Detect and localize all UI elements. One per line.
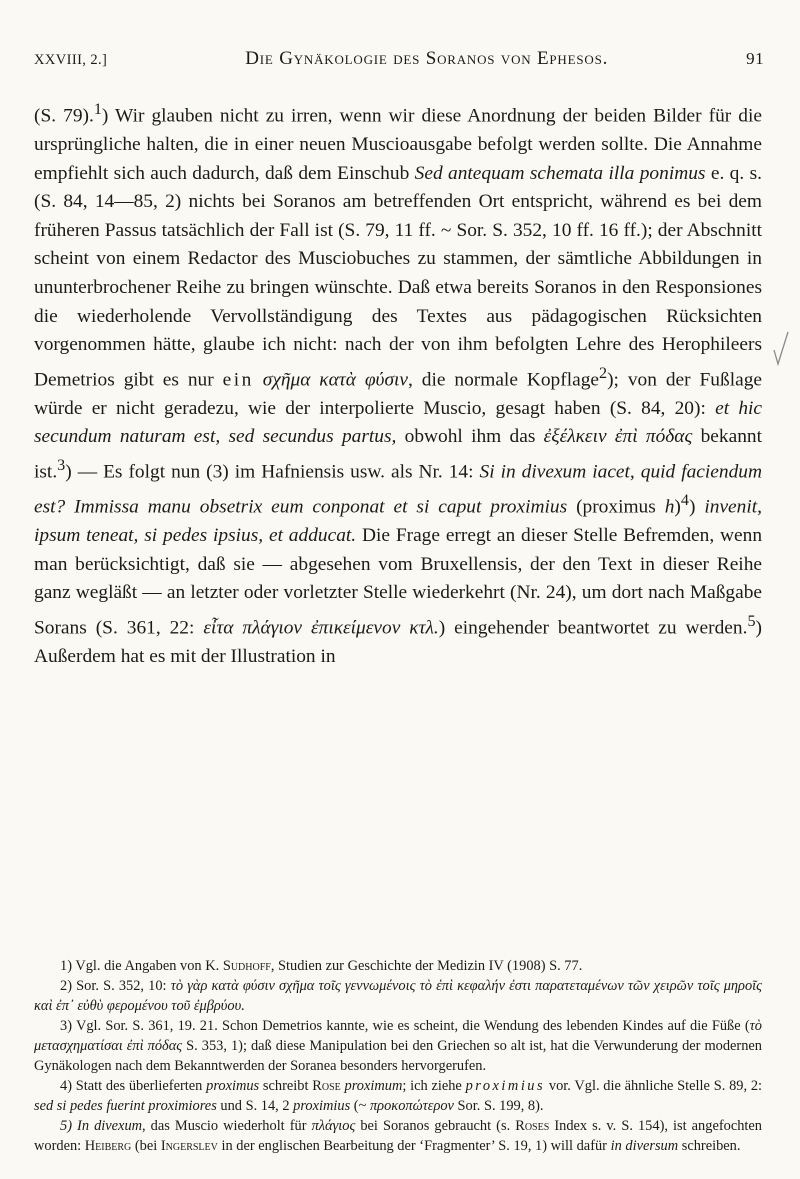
greek-phrase: ἐξέλκειν ἐπὶ πόδας — [543, 426, 693, 448]
header-volume-ref: XXVIII, 2.] — [34, 52, 108, 68]
greek-phrase: σχῆμα κατὰ φύσιν — [262, 369, 409, 391]
footnote-1: 1) Vgl. die Angaben von K. Sudhoff, Studien zur Geschichte der Medizin IV (1908) S. 77. — [60, 958, 583, 974]
latin-quote: invenit, ipsum teneat, si pedes ipsius, et adducat. — [34, 496, 762, 547]
body-paragraph: (S. 79).$^1$) Wir glauben nicht zu irren, wenn wir diese Anordnung der beiden Bilder für die ursprüngliche halten, die in einer neuen Muscioausgabe befolgt werden sollte. Die Annahme empfiehlt sich auch dadurch, daß dem Einschub Sed antequam schemata illa ponimus e. q. s. (S. 84, 14—85, 2) nichts bei Soranos am betreffenden Ort entspricht, während es bei dem früheren Passus tatsächlich der Fall ist (S. 79, 11 ff. ~ Sor. S. 352, 10 ff. 16 ff.); der Abschnitt scheint von einem Redactor des Musciobuches zu stammen, der sämtliche Abbildungen in ununterbrochener Reihe zu bringen wünschte. Daß etwa bereits Soranos in den Responsiones die wiederholende Vervollständigung des Textes aus pädagogischen Rücksichten vorgenommen hätte, glaube ich nicht: nach der von ihm befolgten Lehre des Herophileers Demetrios gibt es nur ein σχῆμα κατὰ φύσιν, die normale Kopflage$^2$); von der Fußlage würde er nicht geradezu, wie der interpolierte Muscio, gesagt haben (S. 84, 20): et hic secundum naturam est, sed secundus partus, obwohl ihm das ἐξέλκειν ἐπὶ πόδας bekannt ist.$^3$) — Es folgt nun (3) im Hafniensis usw. als Nr. 14: Si in divexum iacet, quid faciendum est? Immissa manu obsetrix eum conponat et si caput proximius (proximus h)$^4$) invenit, ipsum teneat, si pedes ipsius, et adducat. Die Frage erregt an dieser Stelle Befremden, wenn man berücksichtigt, daß sie — abgesehen vom Bruxellensis, der den Text in dieser Reihe ganz wegläßt — an letzter oder vorletzter Stelle wiederkehrt (Nr. 24), um dort nach Maßgabe Sorans (S. 361, 22: εἶτα πλάγιον ἐπικείμενον κτλ.) eingehender beantwortet zu werden.$^5$) Außerdem hat es mit der Illustration in — [34, 101, 763, 668]
margin-pencil-mark — [773, 330, 789, 366]
greek-phrase: εἶτα πλάγιον ἐπικείμενον κτλ. — [203, 617, 439, 639]
latin-quote: Si in divexum iacet, quid faciendum est? Immissa manu obsetrix eum conponat et si caput proximius — [34, 461, 762, 518]
footnote-ref-5: 5 — [747, 612, 756, 630]
latin-quote: et hic secundum naturam est, sed secundus partus, — [34, 397, 763, 448]
header-title: Die Gynäkologie des Soranos von Ephesos. — [245, 48, 609, 69]
running-header — [34, 48, 764, 70]
footnote-ref-3: 3 — [57, 457, 66, 475]
main-text — [34, 96, 762, 672]
latin-quote: Sed antequam schemata illa ponimus — [414, 162, 706, 184]
footnote-ref-2: 2 — [599, 364, 608, 382]
footnote-2: 2) Sor. S. 352, 10: τὸ γὰρ κατὰ φύσιν σχῆμα τοῖς γεννωμένοις τὸ ἐπὶ κεφαλήν ἐστι παρατεταμένων τῶν χειρῶν τοῖς μηροῖς καὶ ἐπ᾽ εὐθὺ φερομένου τοῦ ἐμβρύου. — [34, 978, 762, 1014]
footnote-5: 5) In divexum, das Muscio wiederholt für πλάγιος bei Soranos gebraucht (s. Roses Index s. v. S. 154), ist angefochten worden: Heiberg (bei Ingerslev in der englischen Bearbeitung der ‘Fragmenter’ S. 19, 1) will dafür in diversum schreiben. — [34, 1118, 762, 1154]
footnote-ref-4: 4 — [680, 492, 689, 510]
footnotes — [34, 956, 762, 1156]
footnote-4: 4) Statt des überlieferten proximus schreibt Rose proximum; ich ziehe proximius vor. Vgl. die ähnliche Stelle S. 89, 2: sed si pedes fuerint proximiores und S. 14, 2 proximius (~ προκοπώτερον Sor. S. 199, 8). — [34, 1078, 763, 1114]
page-number: 91 — [746, 49, 764, 68]
footnote-3: 3) Vgl. Sor. S. 361, 19. 21. Schon Demetrios kannte, wie es scheint, die Wendung des lebenden Kindes auf die Füße (τὸ μετασχηματίσαι ἐπὶ πόδας S. 353, 1); daß diese Manipulation bei den Griechen so alt ist, hat die Verwunderung der modernen Gynäkologen nach dem Bekanntwerden der Soranea besonders hervorgerufen. — [34, 1018, 762, 1074]
emphasis-ein: ein — [222, 369, 254, 391]
footnote-ref-1: 1 — [93, 101, 102, 118]
